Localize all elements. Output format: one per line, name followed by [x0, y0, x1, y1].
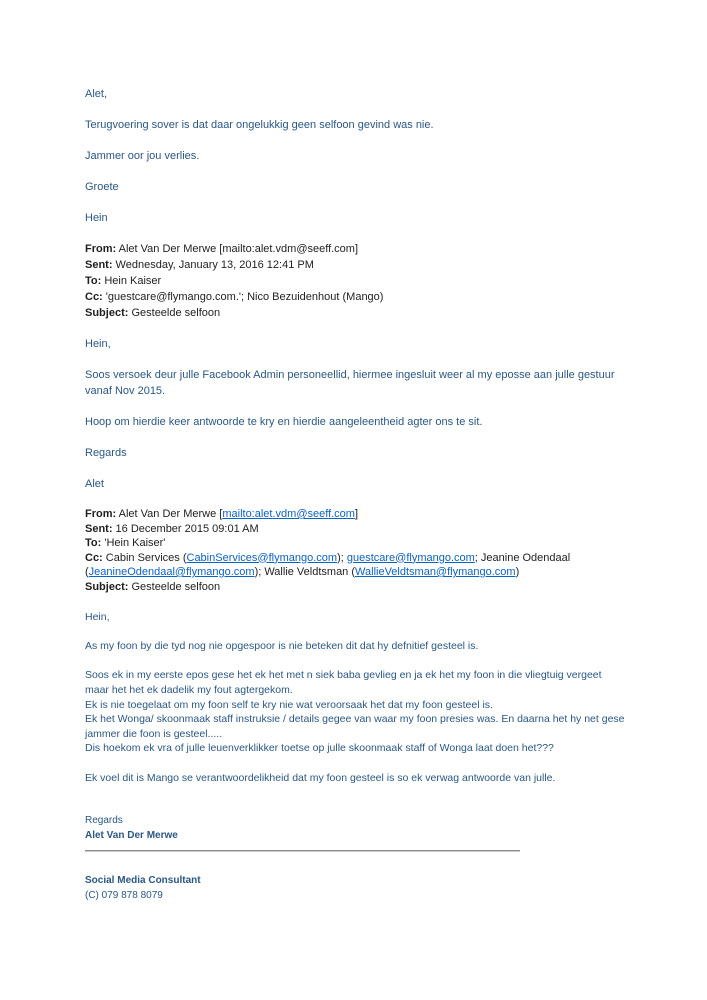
header-field-sent — [85, 522, 625, 537]
closing-line: Groete — [85, 181, 119, 193]
cc-text: Cabin Services ( — [102, 551, 187, 564]
signature-phone: (C) 079 878 8079 — [85, 890, 163, 902]
cc-text: ) — [515, 566, 520, 578]
body-paragraph: Ek voel dit is Mango se verantwoordelikheid dat my foon gesteel is so ek verwag antwoorde van julle. — [85, 771, 556, 784]
closing-line: Regards — [85, 447, 127, 459]
body-paragraph: Jammer oor jou verlies. — [85, 150, 200, 162]
signoff-line: Hein — [85, 212, 108, 224]
mailto-link-guestcare[interactable]: guestcare@flymango.com — [346, 551, 475, 564]
body-paragraph: Ek is nie toegelaat om my foon self te kry nie wat veroorsaak het dat my foon gesteel is. — [85, 698, 493, 711]
field-label-to: To: — [85, 275, 102, 287]
quoted-header-2 — [85, 507, 625, 594]
header-field-to — [85, 536, 625, 551]
field-label-from: From: — [85, 243, 117, 255]
field-value-from-close: ] — [354, 508, 359, 520]
header-field-to — [85, 273, 625, 289]
email-bottom-body — [85, 610, 625, 785]
salutation-line: Alet, — [85, 88, 108, 100]
cc-text: ; Jeanine Odendaal ( — [85, 551, 571, 578]
field-label-from: From: — [85, 508, 117, 520]
field-value-cc: 'guestcare@flymango.com.'; Nico Bezuidenhout (Mango) — [102, 291, 384, 303]
signature-job-title: Social Media Consultant — [85, 875, 201, 887]
header-field-cc — [85, 289, 625, 305]
field-value-to: 'Hein Kaiser' — [101, 537, 166, 549]
field-label-cc: Cc: — [85, 551, 103, 564]
email-middle-body — [85, 336, 625, 492]
field-value-sent: 16 December 2015 09:01 AM — [112, 522, 259, 535]
header-field-sent — [85, 257, 625, 273]
field-label-sent: Sent: — [85, 522, 113, 535]
field-value-subject: Gesteelde selfoon — [128, 580, 221, 593]
body-paragraph: Terugvoering sover is dat daar ongelukkig geen selfoon gevind was nie. — [85, 119, 434, 131]
signature-closing: Regards — [85, 815, 123, 827]
body-paragraph: Ek het Wonga/ skoonmaak staff instruksie / details gegee van waar my foon presies was. En daarna het hy net gese jammer die foon is gesteel..... — [85, 713, 625, 740]
body-paragraph: Soos ek in my eerste epos gese het ek het met n siek baba gevlieg en ja ek het my foon in die vliegtuig vergeet maar het het ek dadelik my fout agtergekom. — [85, 669, 602, 696]
field-label-to: To: — [85, 537, 102, 549]
mailto-link-jeanine-odendaal[interactable]: JeanineOdendaal@flymango.com — [88, 566, 255, 578]
salutation-line: Hein, — [85, 611, 110, 623]
field-value-from: Alet Van Der Merwe [ — [116, 508, 223, 520]
body-paragraph: Soos versoek deur julle Facebook Admin personeellid, hiermee ingesluit weer al my eposse aan julle gestuur vanaf Nov 2015. — [85, 369, 615, 397]
field-label-cc: Cc: — [85, 291, 103, 303]
header-field-cc — [85, 551, 625, 580]
salutation-line: Hein, — [85, 338, 111, 350]
mailto-link-wallie-veldtsman[interactable]: WallieVeldtsman@flymango.com — [355, 566, 516, 578]
signature-block — [85, 813, 625, 903]
field-label-subject: Subject: — [85, 307, 129, 319]
body-paragraph: Hoop om hierdie keer antwoorde te kry en hierdie aangeleentheid agter ons te sit. — [85, 416, 483, 428]
field-label-subject: Subject: — [85, 580, 129, 593]
field-value-from: Alet Van Der Merwe [mailto:alet.vdm@seeff.com] — [116, 243, 359, 255]
email-top-body — [85, 86, 625, 226]
signoff-line: Alet — [85, 478, 104, 490]
header-field-subject — [85, 580, 625, 595]
field-label-sent: Sent: — [85, 259, 113, 271]
cc-text: ); — [337, 551, 347, 564]
field-value-subject: Gesteelde selfoon — [128, 307, 221, 319]
signature-name: Alet Van Der Merwe — [85, 830, 178, 842]
field-value-to: Hein Kaiser — [101, 275, 162, 287]
mailto-link-sender[interactable]: mailto:alet.vdm@seeff.com — [222, 508, 355, 520]
body-paragraph: As my foon by die tyd nog nie opgespoor is nie beteken dit dat hy defnitief gesteel is. — [85, 640, 479, 653]
signature-divider — [85, 850, 520, 852]
quoted-header-1 — [85, 241, 625, 321]
header-field-from — [85, 507, 625, 522]
body-paragraph: Dis hoekom ek vra of julle leuenverklikker toetse op julle skoonmaak staff of Wonga laat doen het??? — [85, 742, 554, 755]
mailto-link-cabin-services[interactable]: CabinServices@flymango.com — [186, 551, 338, 564]
header-field-from — [85, 241, 625, 257]
cc-text: ); Wallie Veldtsman ( — [254, 566, 356, 578]
field-value-sent: Wednesday, January 13, 2016 12:41 PM — [112, 259, 314, 271]
header-field-subject — [85, 305, 625, 321]
